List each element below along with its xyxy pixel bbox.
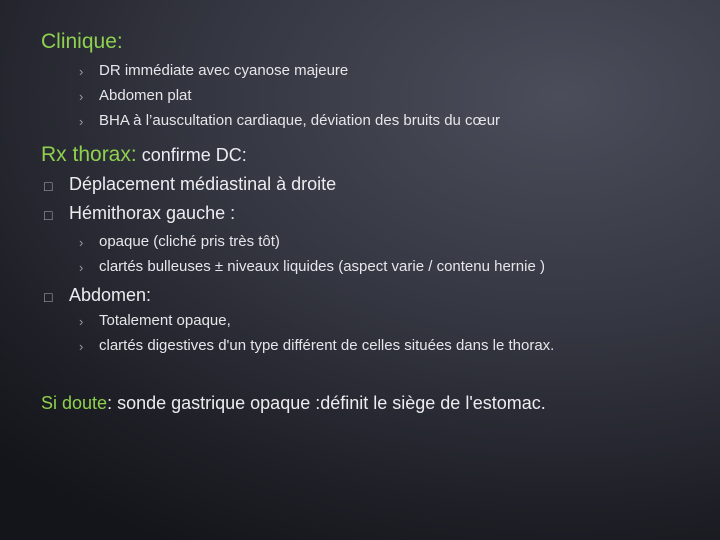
chevron-right-icon: › xyxy=(79,235,84,250)
square-bullet-icon: □ xyxy=(44,178,53,194)
clinique-heading: Clinique: xyxy=(41,30,123,53)
rx-point: Hémithorax gauche : xyxy=(69,203,236,223)
square-bullet-icon: □ xyxy=(44,207,53,223)
square-bullet-icon: □ xyxy=(44,289,53,305)
rx-point: Abdomen: xyxy=(69,285,152,305)
rx-subitem: clartés digestives d'un type différent de celles situées dans le thorax. xyxy=(99,337,555,354)
doubt-accent: Si doute xyxy=(41,393,108,413)
rx-subitem: Totalement opaque, xyxy=(99,312,231,329)
chevron-right-icon: › xyxy=(79,64,84,79)
rx-heading xyxy=(41,143,247,167)
rx-heading-accent: Rx thorax: xyxy=(41,143,137,166)
rx-point: Déplacement médiastinal à droite xyxy=(69,174,337,194)
chevron-right-icon: › xyxy=(79,114,84,129)
rx-subitem: clartés bulleuses ± niveaux liquides (aspect varie / contenu hernie ) xyxy=(99,258,545,275)
chevron-right-icon: › xyxy=(79,314,84,329)
doubt-note xyxy=(41,393,546,414)
chevron-right-icon: › xyxy=(79,339,84,354)
rx-subitem: opaque (cliché pris très tôt) xyxy=(99,233,280,250)
clinique-item: BHA à l’auscultation cardiaque, déviation des bruits du cœur xyxy=(99,112,501,129)
chevron-right-icon: › xyxy=(79,260,84,275)
chevron-right-icon: › xyxy=(79,89,84,104)
rx-heading-rest: confirme DC: xyxy=(136,145,247,165)
clinique-item: DR immédiate avec cyanose majeure xyxy=(99,62,349,79)
clinique-item: Abdomen plat xyxy=(99,87,192,104)
doubt-rest: : sonde gastrique opaque :définit le siège de l'estomac. xyxy=(107,393,546,413)
